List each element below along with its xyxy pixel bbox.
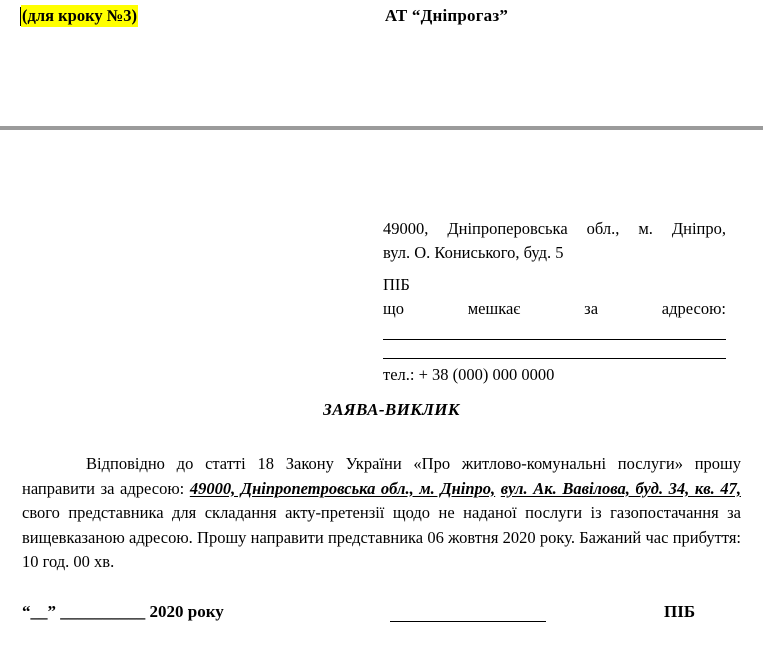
addressee-address-line-2: вул. О. Кониського, буд. 5 [383, 243, 564, 262]
applicant-residence-label: що мешкає за адресою: [383, 299, 726, 318]
footer-date-line: “__” __________ 2020 року [22, 602, 224, 621]
statement-closing-text: свого представника для складання акту-претензії щодо не наданої послуги із газопостачання за вищевказаною адресою. Прошу направити представника 06 жовтня 2020 року. Бажаний час прибуття: 10 год. 00 хв. [22, 503, 741, 571]
addressee-address-line-1: 49000, Дніпроперовська обл., м. Дніпро, [383, 219, 726, 238]
filled-address-part-1: 49000, Дніпропетровська обл., м. Дніпро, [189, 478, 496, 498]
statement-intro-text: Відповідно до статті 18 Закону України «Про житлово-комунальні послуги» прошу направити за адресою: [22, 454, 741, 498]
document-footer [0, 600, 763, 630]
footer-signature-line [390, 621, 546, 622]
applicant-name-label: ПІБ [383, 275, 410, 294]
addressee-block [383, 217, 726, 386]
step-note-highlight: (для кроку №3) [22, 6, 138, 25]
filled-address-part-2: вул. Ак. Вавілова, буд. 34, кв. 47, [500, 478, 741, 498]
organization-title: АТ “Дніпрогаз” [384, 6, 509, 25]
applicant-address-blank-line-1 [383, 339, 726, 340]
header-divider [0, 126, 763, 130]
document-header [0, 3, 763, 33]
applicant-phone: тел.: + 38 (000) 000 0000 [383, 365, 555, 384]
addressee-spacer [383, 265, 726, 273]
applicant-address-blank-line-2 [383, 358, 726, 359]
page-title: ЗАЯВА-ВИКЛИК [323, 400, 460, 419]
statement-body [22, 452, 741, 575]
footer-name-label: ПІБ [664, 602, 696, 621]
